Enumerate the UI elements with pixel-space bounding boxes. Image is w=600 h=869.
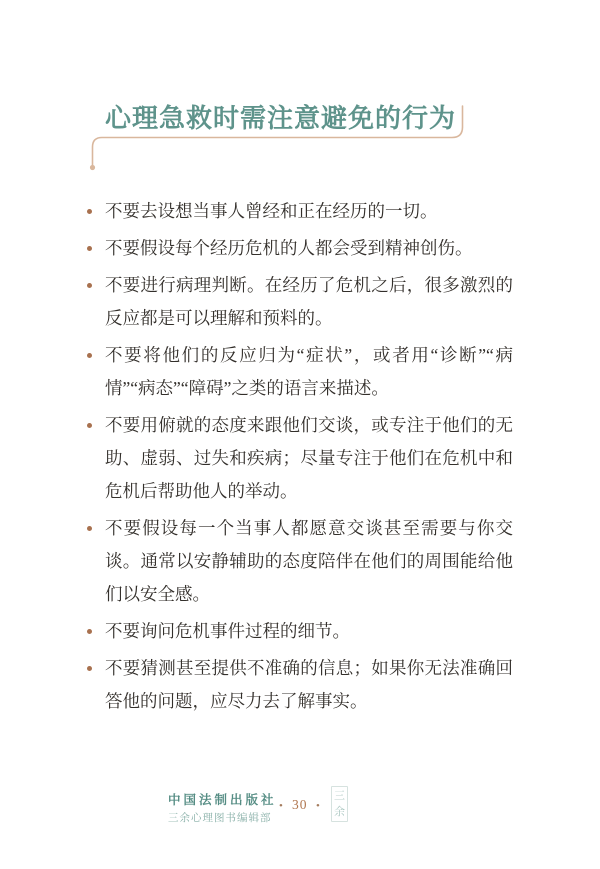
list-item-text: 不要进行病理判断。在经历了危机之后，很多激烈的反应都是可以理解和预料的。 [105, 275, 513, 328]
list-item-text: 不要猜测甚至提供不准确的信息；如果你无法准确回答他的问题，应尽力去了解事实。 [105, 658, 513, 711]
list-item [105, 652, 513, 718]
separator-dot-icon: • [279, 800, 283, 812]
bullet-icon [87, 209, 92, 214]
bullet-icon [87, 353, 92, 358]
list-item [105, 269, 513, 335]
list-item [105, 195, 513, 228]
publisher-logo [331, 786, 348, 822]
bullet-icon [87, 246, 92, 251]
page-title: 心理急救时需注意避免的行为 [105, 104, 457, 133]
list-item-text: 不要去设想当事人曾经和正在经历的一切。 [105, 201, 438, 221]
bullet-icon [87, 283, 92, 288]
bullet-icon [87, 629, 92, 634]
publisher-block [168, 790, 277, 825]
logo-char-top: 三 [334, 790, 345, 802]
list-item [105, 615, 513, 648]
bullet-icon [87, 423, 92, 428]
list-item [105, 232, 513, 265]
list-item-text: 不要假设每个经历危机的人都会受到精神创伤。 [105, 238, 473, 258]
logo-char-bottom: 余 [334, 806, 345, 818]
bullet-icon [87, 666, 92, 671]
bullet-icon [87, 526, 92, 531]
page-footer [0, 780, 600, 840]
publisher-name: 中国法制出版社 [168, 793, 277, 807]
list-item-text: 不要假设每一个当事人都愿意交谈甚至需要与你交谈。通常以安静辅助的态度陪伴在他们的周围能给他们以安全感。 [105, 518, 513, 604]
department-name: 三余心理图书编辑部 [168, 813, 272, 824]
list-item-text: 不要询问危机事件过程的细节。 [105, 621, 350, 641]
list-item-text: 不要将他们的反应归为“症状”，或者用“诊断”“病情”“病态”“障碍”之类的语言来描述。 [105, 345, 513, 398]
list-item-text: 不要用俯就的态度来跟他们交谈，或专注于他们的无助、虚弱、过失和疾病；尽量专注于他们在危机中和危机后帮助他人的举动。 [105, 415, 513, 501]
content-list [105, 195, 513, 722]
separator-dot-icon: • [316, 800, 320, 812]
list-item [105, 512, 513, 611]
list-item [105, 339, 513, 405]
page-number: 30 [292, 797, 308, 812]
list-item [105, 409, 513, 508]
